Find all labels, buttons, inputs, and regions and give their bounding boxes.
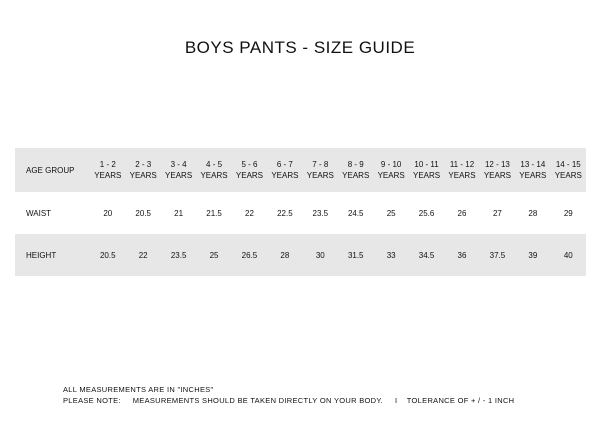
age-cell: 14 - 15 YEARS	[551, 148, 586, 192]
age-cell: 1 - 2 YEARS	[90, 148, 125, 192]
separator: I	[395, 396, 398, 405]
waist-cell: 21.5	[196, 192, 231, 234]
height-cell: 37.5	[480, 234, 515, 276]
age-cell: 3 - 4 YEARS	[161, 148, 196, 192]
please-note-line	[63, 395, 514, 406]
height-cell: 36	[444, 234, 479, 276]
waist-cell: 22	[232, 192, 267, 234]
waist-cell: 28	[515, 192, 550, 234]
waist-cell: 26	[444, 192, 479, 234]
height-cell: 28	[267, 234, 302, 276]
height-cell: 40	[551, 234, 586, 276]
height-cell: 30	[303, 234, 338, 276]
age-cell: 12 - 13 YEARS	[480, 148, 515, 192]
please-note-prefix: PLEASE NOTE:	[63, 396, 121, 405]
height-cell: 26.5	[232, 234, 267, 276]
measurement-notes	[63, 384, 514, 406]
age-cell: 8 - 9 YEARS	[338, 148, 373, 192]
size-guide-table	[15, 148, 586, 276]
height-cell: 23.5	[161, 234, 196, 276]
tolerance-note: TOLERANCE OF + / - 1 INCH	[406, 396, 515, 405]
age-cell: 11 - 12 YEARS	[444, 148, 479, 192]
height-row	[15, 234, 586, 276]
table-header-row	[15, 148, 586, 192]
age-cell: 6 - 7 YEARS	[267, 148, 302, 192]
measurement-instruction: MEASUREMENTS SHOULD BE TAKEN DIRECTLY ON YOUR BODY.	[132, 396, 384, 405]
waist-cell: 21	[161, 192, 196, 234]
waist-cell: 27	[480, 192, 515, 234]
waist-cell: 24.5	[338, 192, 373, 234]
age-cell: 5 - 6 YEARS	[232, 148, 267, 192]
waist-label: WAIST	[15, 192, 90, 234]
waist-cell: 23.5	[303, 192, 338, 234]
waist-cell: 20.5	[125, 192, 160, 234]
page-title: BOYS PANTS - SIZE GUIDE	[184, 38, 416, 57]
age-cell: 2 - 3 YEARS	[125, 148, 160, 192]
height-cell: 34.5	[409, 234, 444, 276]
age-cell: 7 - 8 YEARS	[303, 148, 338, 192]
waist-row	[15, 192, 586, 234]
age-cell: 4 - 5 YEARS	[196, 148, 231, 192]
waist-cell: 29	[551, 192, 586, 234]
waist-cell: 22.5	[267, 192, 302, 234]
waist-cell: 25.6	[409, 192, 444, 234]
height-cell: 33	[373, 234, 408, 276]
waist-cell: 20	[90, 192, 125, 234]
height-cell: 22	[125, 234, 160, 276]
age-cell: 9 - 10 YEARS	[373, 148, 408, 192]
height-cell: 20.5	[90, 234, 125, 276]
units-note: ALL MEASUREMENTS ARE IN "INCHES"	[63, 385, 214, 394]
age-group-label: AGE GROUP	[15, 148, 90, 192]
height-cell: 25	[196, 234, 231, 276]
age-cell: 10 - 11 YEARS	[409, 148, 444, 192]
height-label: HEIGHT	[15, 234, 90, 276]
height-cell: 31.5	[338, 234, 373, 276]
height-cell: 39	[515, 234, 550, 276]
waist-cell: 25	[373, 192, 408, 234]
age-cell: 13 - 14 YEARS	[515, 148, 550, 192]
